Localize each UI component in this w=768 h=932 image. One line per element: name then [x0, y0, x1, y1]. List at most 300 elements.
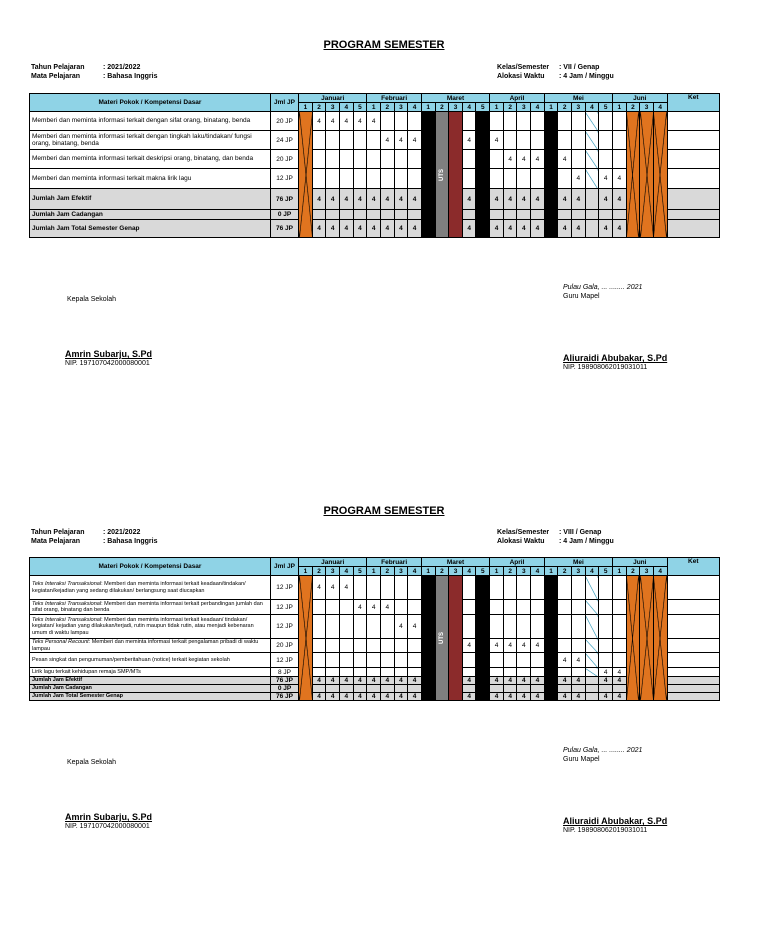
week-cell: 4 — [462, 131, 476, 150]
week-cell — [312, 668, 326, 677]
week-cell — [380, 668, 394, 677]
week-cell — [490, 600, 504, 615]
week-cell: 4 — [326, 189, 340, 210]
kd-text: Pesan singkat dan pengumuman/pemberitahuan (notice) terkait kegiatan sekolah — [32, 656, 230, 663]
jp-cell: 12 JP — [270, 653, 298, 668]
week-cell: 4 — [353, 189, 367, 210]
week-cell: 4 — [353, 220, 367, 238]
week-cell — [585, 220, 599, 238]
place-date: Pulau Gala, ... ........ 2021 — [563, 284, 643, 291]
week-cell — [394, 668, 408, 677]
week-cell — [367, 150, 381, 169]
week-cell — [599, 600, 613, 615]
holiday-cell — [653, 576, 667, 701]
week-cell — [394, 210, 408, 220]
guru-nip: NIP. 198908062019031011 — [563, 827, 648, 834]
ket-cell — [667, 668, 719, 677]
week-cell: 4 — [380, 677, 394, 685]
week-cell — [517, 600, 531, 615]
summary-row — [30, 210, 720, 220]
mapel-label: Mata Pelajaran — [31, 73, 81, 80]
week-cell — [572, 576, 586, 600]
week-cell: 4 — [558, 653, 572, 668]
kd-text: Jumlah Jam Total Semester Genap — [32, 693, 123, 700]
week-cell: 4 — [503, 639, 517, 653]
week-cell — [380, 639, 394, 653]
table-row — [30, 653, 720, 668]
week-cell — [558, 576, 572, 600]
marker-cell — [449, 112, 463, 238]
header-week: 4 — [340, 103, 354, 112]
week-cell — [340, 600, 354, 615]
week-cell — [503, 668, 517, 677]
week-cell — [340, 150, 354, 169]
week-cell: 4 — [599, 677, 613, 685]
holiday-cell — [299, 576, 313, 701]
kd-text: Jumlah Jam Efektif — [32, 677, 83, 684]
kd-cell — [30, 150, 271, 169]
week-cell: 4 — [572, 653, 586, 668]
kd-text: : Memberi dan meminta informasi terkait perbandingan jumlah dan sifat orang, binatang dan benda — [32, 600, 263, 613]
week-cell: 4 — [572, 189, 586, 210]
week-cell: 4 — [517, 639, 531, 653]
header-week: 1 — [421, 103, 435, 112]
header-week: 3 — [326, 103, 340, 112]
week-cell — [585, 210, 599, 220]
marker-cell — [421, 576, 435, 701]
week-cell: 4 — [408, 615, 422, 639]
uts-label: UTS — [438, 632, 445, 644]
ket-cell — [667, 576, 719, 600]
week-cell — [353, 150, 367, 169]
kd-text: Lirik lagu terkait kehidupan remaja SMP/MTs — [32, 668, 141, 675]
week-cell: 4 — [558, 220, 572, 238]
week-cell: 4 — [613, 677, 627, 685]
jp-cell: 20 JP — [270, 150, 298, 169]
header-week: 4 — [653, 567, 667, 576]
week-cell — [462, 653, 476, 668]
header-month: Januari — [299, 558, 367, 567]
header-week: 3 — [394, 567, 408, 576]
doc2-place-block — [563, 746, 642, 764]
week-cell — [367, 576, 381, 600]
header-week: 2 — [380, 567, 394, 576]
week-cell: 4 — [380, 600, 394, 615]
week-cell: 4 — [517, 677, 531, 685]
doc2-info-left — [31, 528, 157, 546]
week-cell — [517, 576, 531, 600]
week-cell: 4 — [353, 677, 367, 685]
week-cell: 4 — [462, 677, 476, 685]
header-week: 5 — [353, 103, 367, 112]
week-cell — [503, 685, 517, 693]
week-cell — [599, 685, 613, 693]
header-week: 4 — [585, 103, 599, 112]
week-cell: 4 — [367, 189, 381, 210]
week-cell: 4 — [613, 189, 627, 210]
week-cell — [326, 169, 340, 189]
kd-cell — [30, 685, 271, 693]
ket-cell — [667, 685, 719, 693]
header-week: 1 — [367, 567, 381, 576]
week-cell: 4 — [312, 189, 326, 210]
week-cell — [462, 615, 476, 639]
tahun-label: Tahun Pelajaran — [31, 64, 85, 71]
ket-cell — [667, 600, 719, 615]
doc2-program-table — [29, 557, 720, 701]
week-cell — [585, 189, 599, 210]
jp-cell: 0 JP — [270, 685, 298, 693]
header-week: 1 — [544, 567, 558, 576]
kelas-label: Kelas/Semester — [497, 529, 550, 536]
week-cell — [326, 685, 340, 693]
header-month: April — [490, 558, 545, 567]
week-cell: 4 — [531, 220, 545, 238]
week-cell: 4 — [503, 677, 517, 685]
kd-text: Memberi dan meminta informasi terkait makna lirik lagu — [32, 174, 192, 182]
header-month: Februari — [367, 558, 422, 567]
week-cell: 4 — [599, 668, 613, 677]
week-cell: 4 — [558, 189, 572, 210]
kepala-nip: NIP. 197107042000080001 — [65, 823, 150, 830]
week-cell — [380, 150, 394, 169]
header-week: 5 — [476, 567, 490, 576]
week-cell — [394, 169, 408, 189]
jp-cell: 76 JP — [270, 220, 298, 238]
week-cell — [531, 210, 545, 220]
header-week: 2 — [435, 103, 449, 112]
marker-cell — [476, 576, 490, 701]
kelas-label: Kelas/Semester — [497, 64, 550, 71]
week-cell — [408, 150, 422, 169]
ket-cell — [667, 131, 719, 150]
holiday-cell — [626, 112, 640, 238]
week-cell — [558, 685, 572, 693]
ket-cell — [667, 220, 719, 238]
week-cell — [599, 112, 613, 131]
header-week: 5 — [476, 103, 490, 112]
jp-cell: 20 JP — [270, 639, 298, 653]
week-cell — [558, 668, 572, 677]
week-cell: 4 — [340, 693, 354, 701]
week-cell: 4 — [613, 220, 627, 238]
header-week: 3 — [449, 567, 463, 576]
week-cell — [531, 131, 545, 150]
week-cell: 4 — [531, 677, 545, 685]
week-cell: 4 — [326, 693, 340, 701]
week-cell — [312, 169, 326, 189]
mapel-value: : Bahasa Inggris — [103, 73, 158, 80]
week-cell — [585, 150, 599, 169]
week-cell: 4 — [572, 677, 586, 685]
week-cell — [380, 210, 394, 220]
week-cell: 4 — [613, 169, 627, 189]
header-ket: Ket — [667, 94, 719, 112]
table-row — [30, 639, 720, 653]
kd-text: : Memberi dan meminta informasi terkait keadaan/tindakan/ kegiatan/kejadian yang sedang dilakukan/ berlangsung saat diucapkan — [32, 581, 246, 594]
doc2-title: PROGRAM SEMESTER — [323, 505, 445, 517]
week-cell: 4 — [572, 693, 586, 701]
header-week: 1 — [490, 567, 504, 576]
week-cell — [408, 639, 422, 653]
header-week: 2 — [558, 103, 572, 112]
header-week: 2 — [380, 103, 394, 112]
kd-text-type: Teks Interaksi Transaksional — [32, 600, 102, 607]
week-cell — [353, 210, 367, 220]
week-cell — [340, 210, 354, 220]
week-cell: 4 — [408, 189, 422, 210]
week-cell: 4 — [340, 220, 354, 238]
header-week: 1 — [544, 103, 558, 112]
kd-text-type: Teks Interaksi Transaksional — [32, 616, 102, 623]
week-cell: 4 — [408, 693, 422, 701]
week-cell — [585, 112, 599, 131]
week-cell — [572, 112, 586, 131]
jp-cell: 76 JP — [270, 693, 298, 701]
week-cell: 4 — [599, 169, 613, 189]
week-cell: 4 — [312, 693, 326, 701]
week-cell — [613, 639, 627, 653]
week-cell — [408, 653, 422, 668]
week-cell — [613, 112, 627, 131]
jp-cell: 12 JP — [270, 615, 298, 639]
week-cell — [462, 600, 476, 615]
header-month: Maret — [421, 94, 489, 103]
alokasi-value: : 4 Jam / Minggu — [559, 73, 614, 80]
week-cell — [367, 685, 381, 693]
week-cell: 4 — [408, 677, 422, 685]
holiday-cell — [299, 112, 313, 238]
header-month: Juni — [613, 558, 668, 567]
tahun-value: : 2021/2022 — [103, 64, 141, 71]
header-jml-jp: Jml JP — [270, 558, 298, 576]
week-cell — [340, 615, 354, 639]
header-week: 2 — [312, 103, 326, 112]
header-month: April — [490, 94, 545, 103]
week-cell — [367, 639, 381, 653]
kd-cell — [30, 639, 271, 653]
header-week: 2 — [503, 567, 517, 576]
week-cell — [312, 639, 326, 653]
week-cell — [340, 668, 354, 677]
week-cell — [380, 576, 394, 600]
kd-text: Jumlah Jam Total Semester Genap — [32, 224, 140, 232]
ket-cell — [667, 639, 719, 653]
week-cell — [408, 169, 422, 189]
alokasi-value: : 4 Jam / Minggu — [559, 538, 614, 545]
doc1-kepala-sign — [65, 350, 152, 368]
week-cell — [613, 685, 627, 693]
week-cell — [599, 639, 613, 653]
week-cell — [531, 576, 545, 600]
week-cell — [326, 668, 340, 677]
kd-text: : Memberi dan meminta informasi terkait pengalaman pribadi di waktu lampau — [32, 639, 259, 652]
week-cell — [394, 576, 408, 600]
marker-cell — [421, 112, 435, 238]
week-cell: 4 — [517, 150, 531, 169]
place-date: Pulau Gala, ... ........ 2021 — [563, 747, 643, 754]
week-cell — [394, 639, 408, 653]
kd-text: Memberi dan meminta informasi terkait deskripsi orang, binatang, dan benda — [32, 155, 254, 163]
week-cell: 4 — [490, 693, 504, 701]
week-cell — [585, 653, 599, 668]
header-week: 1 — [421, 567, 435, 576]
guru-title: Guru Mapel — [563, 756, 600, 763]
week-cell — [517, 653, 531, 668]
week-cell — [585, 131, 599, 150]
kepala-name: Amrin Subarju, S.Pd — [65, 349, 153, 359]
week-cell — [613, 653, 627, 668]
week-cell — [585, 576, 599, 600]
header-month: Mei — [544, 558, 612, 567]
week-cell: 4 — [353, 112, 367, 131]
week-cell: 4 — [490, 220, 504, 238]
header-week: 3 — [640, 567, 654, 576]
ket-cell — [667, 169, 719, 189]
week-cell: 4 — [517, 693, 531, 701]
week-cell — [340, 131, 354, 150]
week-cell: 4 — [353, 600, 367, 615]
kepala-name: Amrin Subarju, S.Pd — [65, 812, 153, 822]
week-cell — [380, 615, 394, 639]
week-cell — [367, 653, 381, 668]
header-week: 4 — [531, 567, 545, 576]
week-cell: 4 — [312, 576, 326, 600]
week-cell: 4 — [312, 112, 326, 131]
week-cell: 4 — [340, 112, 354, 131]
week-cell — [613, 600, 627, 615]
kd-text-type: Teks Personal Recount — [32, 639, 89, 645]
header-week: 5 — [353, 567, 367, 576]
summary-row — [30, 693, 720, 701]
week-cell — [613, 615, 627, 639]
week-cell — [312, 653, 326, 668]
doc2-guru-sign — [563, 817, 667, 835]
week-cell — [408, 668, 422, 677]
guru-title: Guru Mapel — [563, 293, 600, 300]
week-cell — [613, 131, 627, 150]
holiday-cell — [653, 112, 667, 238]
week-cell: 4 — [340, 189, 354, 210]
week-cell — [558, 600, 572, 615]
holiday-cell — [640, 576, 654, 701]
header-week: 2 — [558, 567, 572, 576]
week-cell: 4 — [380, 189, 394, 210]
kd-text-type: Teks Interaksi Transaksional — [32, 581, 102, 587]
week-cell — [490, 576, 504, 600]
jp-cell: 12 JP — [270, 600, 298, 615]
week-cell: 4 — [503, 150, 517, 169]
week-cell — [490, 112, 504, 131]
week-cell — [599, 576, 613, 600]
week-cell — [503, 576, 517, 600]
doc1-info-left — [31, 63, 157, 81]
header-week: 2 — [435, 567, 449, 576]
week-cell — [340, 685, 354, 693]
alokasi-label: Alokasi Waktu — [497, 73, 545, 80]
week-cell — [312, 210, 326, 220]
week-cell: 4 — [558, 693, 572, 701]
header-week: 4 — [340, 567, 354, 576]
week-cell — [326, 131, 340, 150]
summary-row — [30, 189, 720, 210]
week-cell — [599, 131, 613, 150]
week-cell — [340, 169, 354, 189]
week-cell — [490, 685, 504, 693]
week-cell — [353, 615, 367, 639]
week-cell: 4 — [380, 131, 394, 150]
week-cell — [503, 210, 517, 220]
kelas-value: : VIII / Genap — [559, 529, 602, 536]
week-cell: 4 — [503, 220, 517, 238]
kd-cell — [30, 576, 271, 600]
week-cell: 4 — [367, 677, 381, 685]
ket-cell — [667, 693, 719, 701]
header-materi: Materi Pokok / Kompetensi Dasar — [30, 558, 271, 576]
week-cell — [558, 131, 572, 150]
week-cell — [599, 653, 613, 668]
week-cell — [572, 131, 586, 150]
week-cell — [585, 615, 599, 639]
week-cell — [503, 131, 517, 150]
header-week: 3 — [572, 567, 586, 576]
ket-cell — [667, 653, 719, 668]
week-cell — [326, 210, 340, 220]
week-cell — [408, 210, 422, 220]
week-cell — [572, 150, 586, 169]
week-cell — [367, 169, 381, 189]
week-cell: 4 — [394, 677, 408, 685]
week-cell — [340, 639, 354, 653]
week-cell: 4 — [517, 220, 531, 238]
kd-cell — [30, 693, 271, 701]
week-cell — [572, 639, 586, 653]
week-cell — [613, 576, 627, 600]
week-cell: 4 — [340, 677, 354, 685]
kepala-title: Kepala Sekolah — [67, 759, 117, 766]
ket-cell — [667, 615, 719, 639]
week-cell: 4 — [367, 693, 381, 701]
header-week: 1 — [367, 103, 381, 112]
jp-cell: 20 JP — [270, 112, 298, 131]
header-week: 4 — [462, 567, 476, 576]
mapel-value: : Bahasa Inggris — [103, 538, 158, 545]
week-cell — [572, 600, 586, 615]
ket-cell — [667, 189, 719, 210]
header-week: 4 — [653, 103, 667, 112]
week-cell: 4 — [599, 693, 613, 701]
kd-cell — [30, 169, 271, 189]
header-month: Mei — [544, 94, 612, 103]
jp-cell: 24 JP — [270, 131, 298, 150]
header-month: Februari — [367, 94, 422, 103]
tahun-label: Tahun Pelajaran — [31, 529, 85, 536]
header-week: 4 — [408, 103, 422, 112]
week-cell: 4 — [531, 639, 545, 653]
uts-label: UTS — [438, 168, 445, 181]
week-cell — [599, 210, 613, 220]
week-cell — [340, 653, 354, 668]
header-week: 4 — [585, 567, 599, 576]
kepala-title: Kepala Sekolah — [67, 296, 117, 303]
kd-cell — [30, 653, 271, 668]
week-cell: 4 — [326, 576, 340, 600]
doc1-place-block — [563, 283, 642, 301]
jp-cell: 12 JP — [270, 576, 298, 600]
week-cell — [367, 615, 381, 639]
kd-text: Jumlah Jam Cadangan — [32, 685, 92, 692]
week-cell — [462, 685, 476, 693]
